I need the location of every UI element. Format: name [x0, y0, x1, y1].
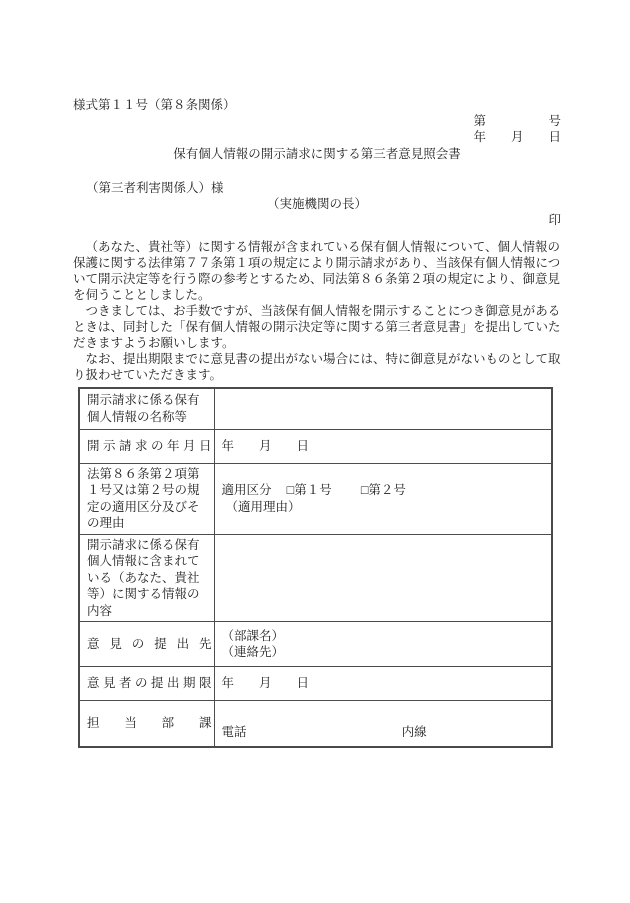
- apply-category-label: 適用区分: [221, 483, 272, 497]
- label-department: 担 当 部 課: [79, 701, 214, 747]
- paragraph-2: つきましては、お手数ですが、当該保有個人情報を開示することにつき御意見があるときは、同封した「保有個人情報の開示決定等に関する第三者意見書」を提出していただきますようお願いします。: [73, 304, 561, 350]
- doc-number-line: 第 号: [473, 114, 561, 128]
- table-row: [79, 701, 552, 747]
- label-submission-destination: 意 見 の 提 出 先: [79, 622, 214, 667]
- apply-reason-label: （適用理由）: [225, 499, 301, 514]
- date-line: 年 月 日: [473, 130, 561, 144]
- label-info-content: 開示請求に係る保有個人情報に含まれている（あなた、貴社等）に関する情報の内容: [79, 534, 214, 622]
- department-blank-line: [222, 707, 550, 724]
- extension-label: 内線: [401, 724, 427, 739]
- label-applicable-provision: 法第８６条第２項第１号又は第２号の規定の適用区分及びその理由: [79, 463, 214, 534]
- value-applicable-provision: [214, 463, 552, 534]
- addressee: （第三者利害関係人）様: [86, 181, 224, 195]
- label-submission-deadline: 意 見 者 の 提 出 期 限: [79, 667, 214, 701]
- dept-name-label: （部課名）: [221, 628, 285, 643]
- table-row: [79, 463, 552, 534]
- value-submission-deadline: 年 月 日: [214, 667, 552, 701]
- table-row: [79, 622, 552, 667]
- form-number: 様式第１１号（第８条関係）: [73, 98, 236, 112]
- value-submission-destination: [214, 622, 552, 667]
- contact-label: （連絡先）: [221, 645, 285, 659]
- value-held-info-name: [214, 388, 552, 429]
- table-row: [79, 534, 552, 622]
- seal-mark: 印: [548, 213, 561, 227]
- checkbox-option-no2[interactable]: □第２号: [360, 483, 406, 497]
- label-held-info-name: 開示請求に係る保有個人情報の名称等: [79, 388, 214, 429]
- table-row: [79, 388, 552, 429]
- value-department: [214, 701, 552, 747]
- document-title: 保有個人情報の開示請求に関する第三者意見照会書: [173, 147, 461, 161]
- value-request-date: 年 月 日: [214, 429, 552, 463]
- table-row: [79, 429, 552, 463]
- checkbox-option-no1[interactable]: □第１号: [286, 483, 332, 497]
- form-table: [78, 387, 553, 748]
- label-request-date: 開 示 請 求 の 年 月 日: [79, 429, 214, 463]
- sender: （実施機関の長）: [266, 197, 367, 211]
- phone-label: 電話: [221, 724, 247, 739]
- paragraph-1: （あなた、貴社等）に関する情報が含まれている保有個人情報について、個人情報の保護に関する法律第７７条第１項の規定により開示請求があり、当該保有個人情報について開示決定等を行う際の参考とするため、同法第８６条第２項の規定により、御意見を伺うこととしました。: [73, 240, 561, 302]
- value-info-content: [214, 534, 552, 622]
- table-row: [79, 667, 552, 701]
- paragraph-3: なお、提出期限までに意見書の提出がない場合には、特に御意見がないものとして取り扱わせていただきます。: [73, 352, 561, 382]
